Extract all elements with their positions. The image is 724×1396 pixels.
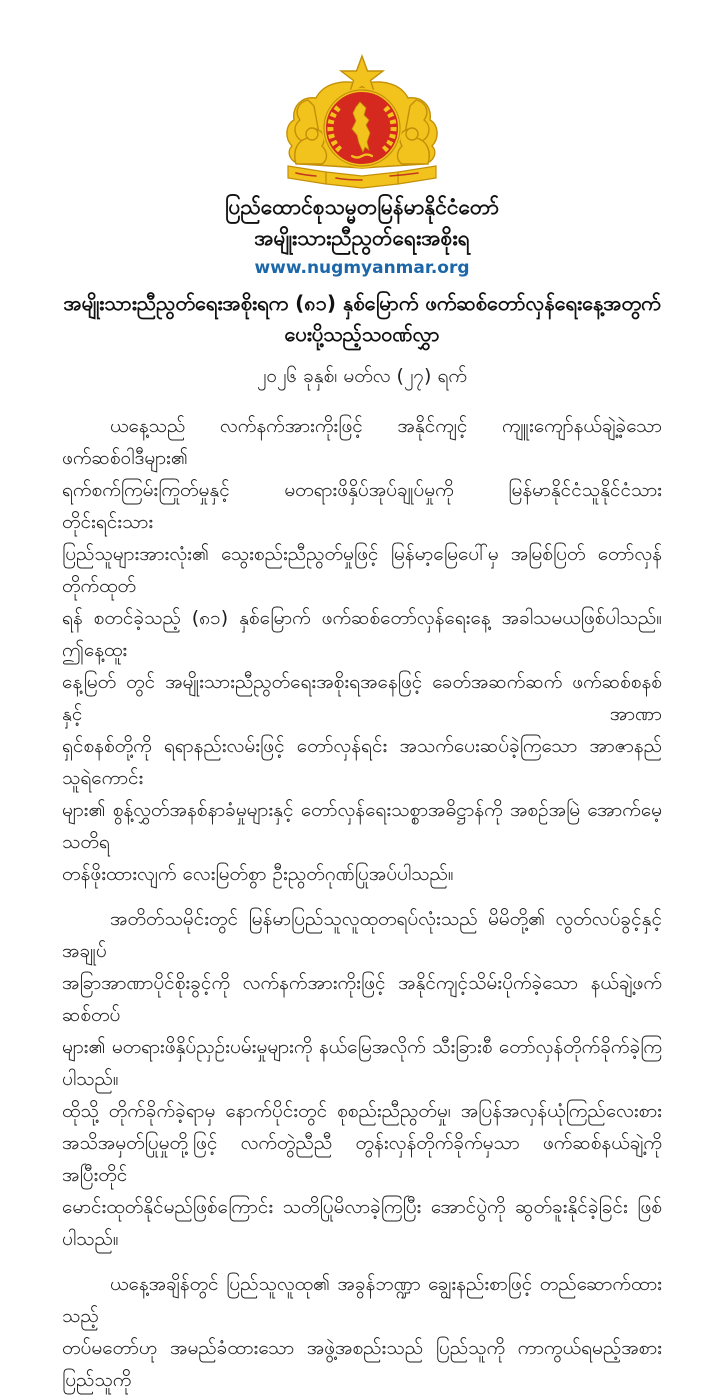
document-page [0, 52, 724, 1391]
body-line: ရန် စတင်ခဲ့သည့် (၈၁) နှစ်မြောက် ဖက်ဆစ်တော်လှန်ရေးနေ့ အခါသမယဖြစ်ပါသည်။ ဤနေ့ထူး [62, 607, 662, 661]
date-line: ၂၀၂၆ ခုနှစ်၊ မတ်လ (၂၇) ရက် [257, 365, 467, 387]
state-seal-graphic [278, 52, 446, 188]
country-title: ပြည်ထောင်စုသမ္မတမြန်မာနိုင်ငံတော် [224, 195, 499, 219]
body-line: အခြာအာဏာပိုင်စိုးခွင့်ကို လက်နက်အားကိုးဖြင့် အနိုင်ကျင့်သိမ်းပိုက်ခဲ့သော နယ်ချဲ့ဖက်ဆစ်တပ် [62, 972, 662, 1026]
statement-title-line1: အမျိုးသားညီညွတ်ရေးအစိုးရက (၈၁) နှစ်မြောက် ဖက်ဆစ်တော်လှန်ရေးနေ့အတွက် [63, 291, 661, 315]
body-line: ရှင်စနစ်တို့ကို ရရာနည်းလမ်းဖြင့် တော်လှန်ရင်း အသက်ပေးဆပ်ခဲ့ကြသော အာဇာနည်သူရဲကောင်း [62, 735, 662, 789]
website-link[interactable]: www.nugmyanmar.org [254, 258, 470, 278]
body-line: အသိအမှတ်ပြုမှုတို့ဖြင့် လက်တွဲညီညီ တွန်းလှန်တိုက်ခိုက်မှသာ ဖက်ဆစ်နယ်ချဲ့ကို အပြီးတိုင် [62, 1132, 662, 1186]
ribbon-banner [288, 166, 436, 188]
statement-title [0, 288, 724, 350]
body-line: ယနေ့သည် လက်နက်အားကိုးဖြင့် အနိုင်ကျင့် ကျူးကျော်နယ်ချဲ့ခဲ့သော ဖက်ဆစ်ဝါဒီများ၏ [62, 415, 662, 469]
body-line: များ၏ စွန့်လွှတ်အနစ်နာခံမှုများနှင့် တော်လှန်ရေးသစ္စာအဓိဋ္ဌာန်ကို အစဉ်အမြဲ အောက်မေ့သတိရ [62, 799, 662, 853]
government-title: အမျိုးသားညီညွတ်ရေးအစိုးရ [254, 226, 470, 250]
statement-body [62, 410, 662, 1396]
body-line: များ၏ မတရားဖိနှိပ်ညှဉ်းပမ်းမှုများကို နယ်မြေအလိုက် သီးခြားစီ တော်လှန်တိုက်ခိုက်ခဲ့ကြပါသည်။ [62, 1036, 662, 1090]
body-line: မောင်းထုတ်နိုင်မည်ဖြစ်ကြောင်း သတိပြုမိလာခဲ့ကြပြီး အောင်ပွဲကို ဆွတ်ခူးနိုင်ခဲ့ခြင်း ဖြစ်ပါသည်။ [62, 1196, 662, 1250]
body-line: ယနေ့အချိန်တွင် ပြည်သူလူထု၏ အခွန်ဘဏ္ဍာ ချွေးနည်းစာဖြင့် တည်ဆောက်ထားသည့် [62, 1273, 662, 1327]
body-line: ထိုသို့ တိုက်ခိုက်ခဲ့ရာမှ နောက်ပိုင်းတွင် စုစည်းညီညွတ်မှု၊ အပြန်အလှန်ယုံကြည်လေးစား [62, 1100, 662, 1122]
paragraph-2 [62, 903, 662, 1255]
body-line: နေ့မြတ် တွင် အမျိုးသားညီညွတ်ရေးအစိုးရအနေဖြင့် ခေတ်အဆက်ဆက် ဖက်ဆစ်စနစ်နှင့် အာဏာ [62, 671, 662, 725]
state-seal-emblem [278, 52, 446, 188]
body-line: ပြည်သူများအားလုံး၏ သွေးစည်းညီညွတ်မှုဖြင့် မြန်မာ့မြေပေါ်မှ အမြစ်ပြတ် တော်လှန်တိုက်ထုတ် [62, 543, 662, 597]
paragraph-3 [62, 1268, 662, 1396]
paragraph-1 [62, 410, 662, 890]
body-line: တန်ဖိုးထားလျက် လေးမြတ်စွာ ဦးညွတ်ဂုဏ်ပြုအပ်ပါသည်။ [62, 863, 454, 885]
body-line: တပ်မတော်ဟု အမည်ခံထားသော အဖွဲ့အစည်းသည် ပြည်သူကို ကာကွယ်ရမည့်အစား ပြည်သူကို [62, 1337, 662, 1391]
body-line: ရက်စက်ကြမ်းကြုတ်မှုနှင့် မတရားဖိနှိပ်အုပ်ချုပ်မှုကို မြန်မာနိုင်ငံသူနိုင်ငံသား တိုင်းရင်းသား [62, 479, 662, 533]
statement-title-line2: ပေးပို့သည့်သဝဏ်လွှာ [284, 322, 440, 346]
body-line: အတိတ်သမိုင်းတွင် မြန်မာပြည်သူလူထုတရပ်လုံးသည် မိမိတို့၏ လွတ်လပ်ခွင့်နှင့် အချုပ် [62, 908, 662, 962]
